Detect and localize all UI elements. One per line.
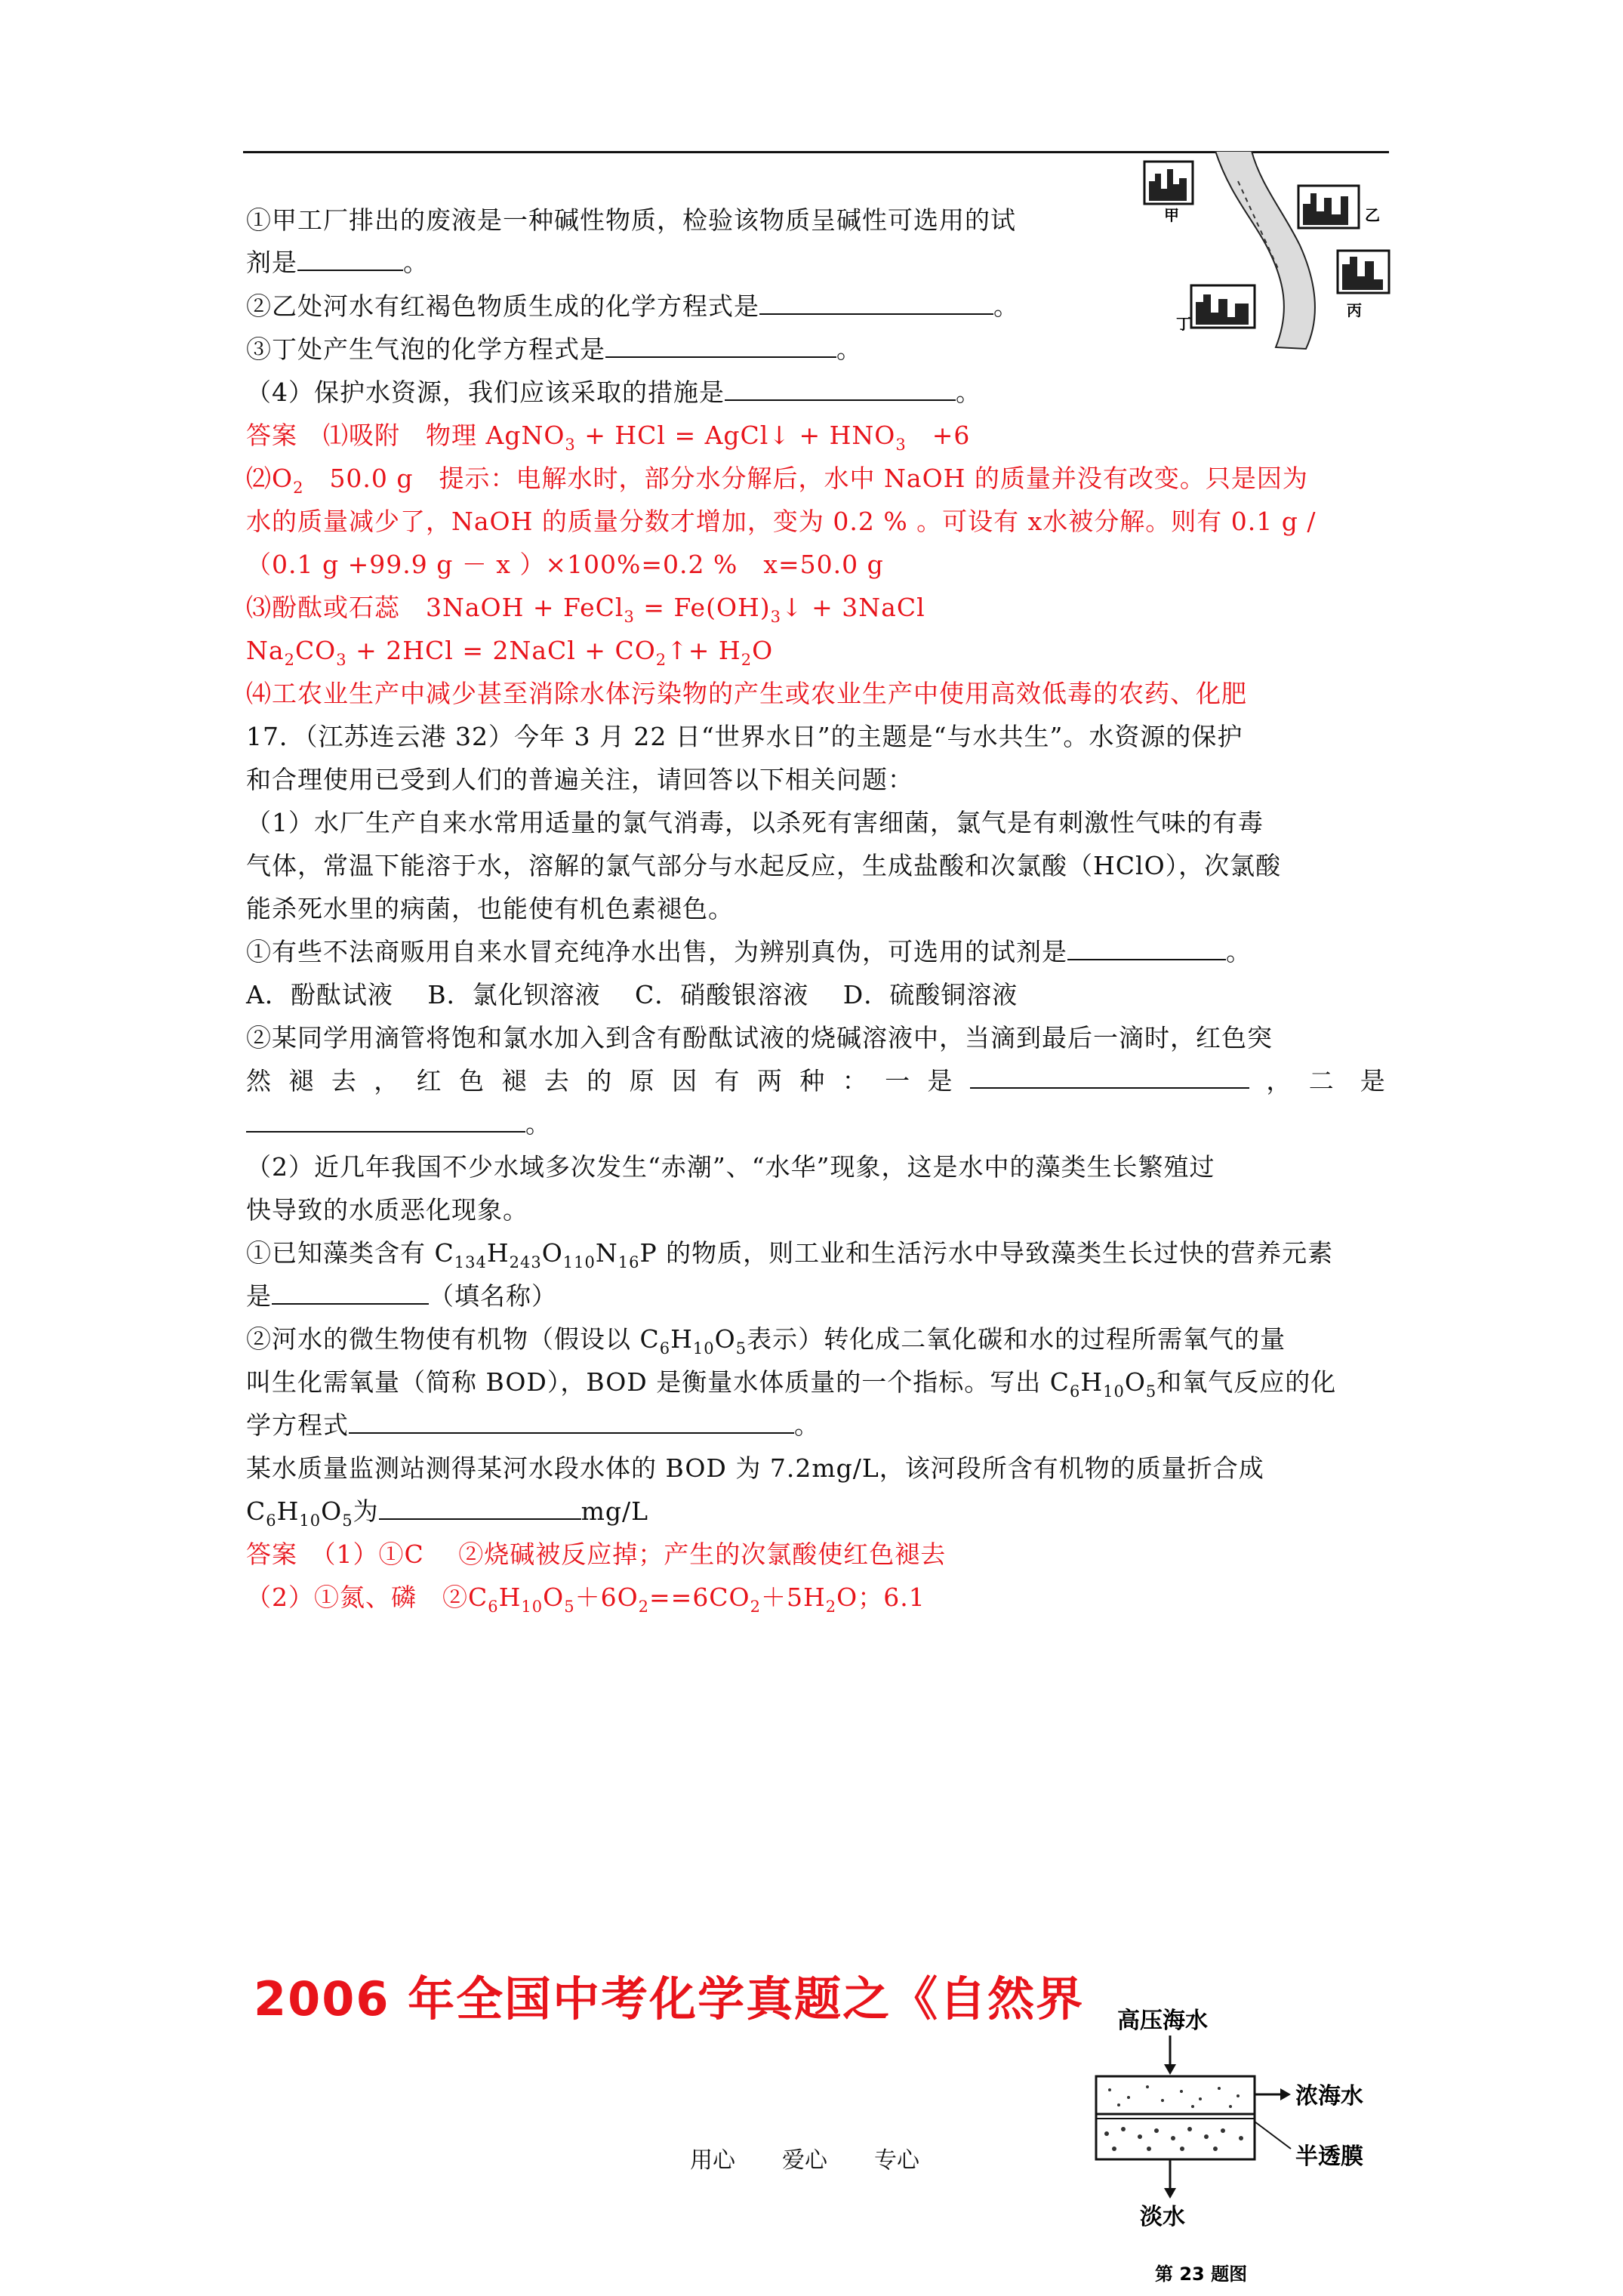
section-heading: 2006 年全国中考化学真题之《自然界 [254,1971,1085,2026]
page-footer [690,2141,919,2174]
q16-answer-1: 答案 ⑴吸附 物理 AgNO$_3$ + HCl = AgCl↓ + $HNO_3$ +6 [246,421,971,454]
river-factory-map [1125,151,1397,355]
map-label-bing: 丙 [1347,301,1362,319]
q16-answer-3: 水的质量减少了，NaOH 的质量分数才增加，变为 0.2 % 。可设有 x水被分解。则有 0.1 g / [246,507,1317,536]
q17-line3: （1）水厂生产自来水常用适量的氯气消毒，以杀死有害细菌，氯气是有刺激性气味的有毒 [246,808,1264,837]
q17-line4: 气体，常温下能溶于水，溶解的氯气部分与水起反应，生成盐酸和次氯酸（HClO），次氯酸 [246,851,1282,880]
q17-answer-2: （2）①氮、磷 $②C_6H_{10}O_5+6O_2==6CO_2+5H_2O$；6.1 [246,1583,925,1616]
q16-part4: （4）保护水资源，我们应该采取的措施是 。 [246,378,981,407]
q17-options: A．酚酞试液 B．氯化钡溶液 C．硝酸银溶液 D．硫酸铜溶液 [246,980,1018,1009]
q16-answer-5: ⑶酚酞或石蕊 3NaOH + FeCl$_3$ = $Fe(OH)_3↓$ + 3NaCl [246,593,925,626]
fig-label-concentrated: 浓海水 [1295,2083,1363,2110]
q17-line11: （2）近几年我国不少水域多次发生“赤潮”、“水华”现象，这是水中的藻类生长繁殖过 [246,1152,1215,1182]
q17-line12: 快导致的水质恶化现象。 [246,1195,528,1225]
footer-text-3: 专心 [874,2147,919,2174]
q17-line2: 和合理使用已受到人们的普遍关注，请回答以下相关问题： [246,765,913,794]
q17-line13: ①已知藻类含有 $C_{134}H_{243}O_{110}N_{16}P$ 的物质，则工业和生活污水中导致藻类生长过快的营养元素 [246,1238,1334,1271]
q17-line5: 能杀死水里的病菌，也能使有机色素褪色。 [246,894,734,923]
q16-sub1: ①甲工厂排出的废液是一种碱性物质，检验该物质呈碱性可选用的试 [246,205,1016,235]
q16-answer-6: $Na_2CO_3 + 2HCl$ = 2NaCl + $CO_2↑+ H_2O$ [246,636,774,669]
map-label-yi: 乙 [1365,206,1380,224]
q17-line8: ②某同学用滴管将饱和氯水加入到含有酚酞试液的烧碱溶液中，当滴到最后一滴时，红色突 [246,1023,1273,1052]
q17-line15: ②河水的微生物使有机物（假设以 $C_6H_{10}O_5$表示）转化成二氧化碳和水的过程所需氧气的量 [246,1324,1286,1358]
map-label-ding: 丁 [1176,315,1191,333]
q17-line17: 学方程式 。 [246,1410,820,1440]
q16-answer-4: （0.1 g +99.9 g － x ）×100%=0.2 % x=50.0 g [246,550,884,579]
fig-caption: 第 23 题图 [1155,2264,1248,2285]
fig-label-high-pressure: 高压海水 [1117,2008,1208,2034]
q17-line1: 17．（江苏连云港 32）今年 3 月 22 日“世界水日”的主题是“与水共生”。水资源的保护 [246,722,1243,751]
q17-line19: $C_6H_{10}O_5$为 mg/L [246,1496,649,1530]
q17-line6: ①有些不法商贩用自来水冒充纯净水出售，为辨别真伪，可选用的试剂是 。 [246,937,1252,966]
q17-line18: 某水质量监测站测得某河水段水体的 BOD 为 7.2mg/L，该河段所含有机物的质量折合成 [246,1453,1264,1483]
q16-sub3: ③丁处产生气泡的化学方程式是 。 [246,334,862,364]
map-label-jia: 甲 [1164,206,1179,224]
q16-answer-7: ⑷工农业生产中减少甚至消除水体污染物的产生或农业生产中使用高效低毒的农药、化肥 [246,679,1247,708]
q16-sub1-cont: 剂是 。 [246,248,429,277]
q17-line10: 。 [246,1108,551,1141]
q17-line16: 叫生化需氧量（简称 BOD），BOD 是衡量水体质量的一个指标。写出 $C_6H_{10}O_5$和氧气反应的化 [246,1367,1337,1401]
q16-sub2: ②乙处河水有红褐色物质生成的化学方程式是 。 [246,291,1019,321]
fig-label-fresh-water: 淡水 [1140,2204,1185,2230]
q17-answer-1: 答案 （1）①C ②烧碱被反应掉；产生的次氯酸使红色褪去 [246,1539,947,1569]
q16-answer-2: $⑵O_2$ 50.0 g 提示：电解水时，部分水分解后，水中 NaOH 的质量并没有改变。只是因为 [246,464,1308,497]
fig-label-membrane: 半透膜 [1295,2143,1363,2170]
footer-text-1: 用心 [690,2147,735,2174]
q17-line9: 然 褪 去 ， 红 色 褪 去 的 原 因 有 两 种 ： 一 是 ， 二 是 [246,1066,1386,1096]
q17-line14: 是 （填名称） [246,1281,557,1311]
desalination-figure [1087,2001,1404,2288]
footer-text-2: 爱心 [782,2147,827,2174]
